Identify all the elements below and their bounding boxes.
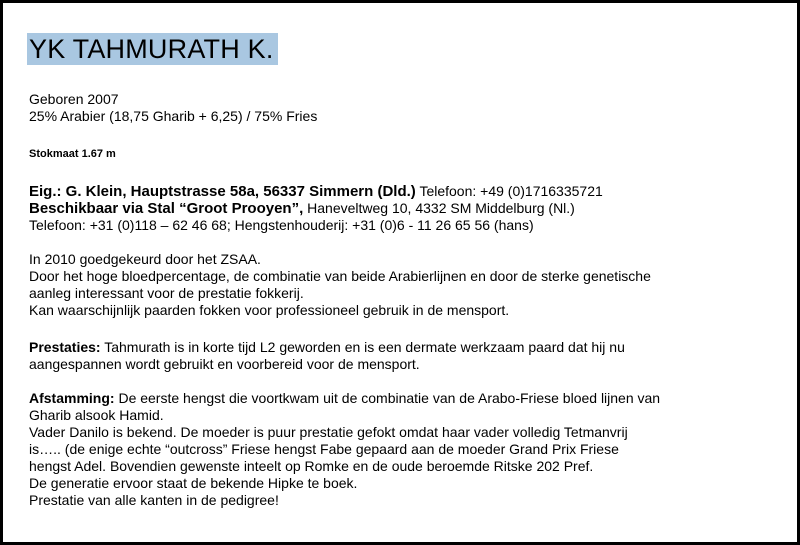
afstamming-line: hengst Adel. Bovendien gewenste inteelt op Romke en de oude beroemde Ritske 202 Pref. xyxy=(29,458,594,474)
birth-info xyxy=(29,91,317,125)
afstamming-line: Vader Danilo is bekend. De moeder is puur prestatie gefokt omdat haar vader volledig Tetmanvrij xyxy=(29,424,628,440)
intro-section xyxy=(29,251,651,319)
page-title: YK TAHMURATH K. xyxy=(27,33,278,65)
breed-line: 25% Arabier (18,75 Gharib + 6,25) / 75% Fries xyxy=(29,108,318,124)
afstamming-label: Afstamming: xyxy=(29,390,115,406)
afstamming-line: De generatie ervoor staat de bekende Hipke te boek. xyxy=(29,475,358,491)
afstamming-line: Gharib alsook Hamid. xyxy=(29,407,164,423)
prestaties-text: Tahmurath is in korte tijd L2 geworden en is een dermate werkzaam paard dat hij nu xyxy=(100,339,625,355)
afstamming-section xyxy=(29,390,660,509)
stokmaat-line: Stokmaat 1.67 m xyxy=(29,148,116,160)
stable-address: Haneveltweg 10, 4332 SM Middelburg (Nl.) xyxy=(303,200,575,216)
afstamming-line: Prestatie van alle kanten in de pedigree! xyxy=(29,492,279,508)
intro-line: aanleg interessant voor de prestatie fokkerij. xyxy=(29,285,304,301)
intro-line: In 2010 goedgekeurd door het ZSAA. xyxy=(29,251,261,267)
afstamming-text: De eerste hengst die voortkwam uit de combinatie van de Arabo-Friese bloed lijnen van xyxy=(114,390,661,406)
owner-phone: Telefoon: +49 (0)1716335721 xyxy=(415,183,603,199)
prestaties-section xyxy=(29,339,625,373)
stable-phone: Telefoon: +31 (0)118 – 62 46 68; Hengstenhouderij: +31 (0)6 - 11 26 65 56 (hans) xyxy=(29,217,534,233)
owner-info xyxy=(29,183,603,234)
stable-name: Beschikbaar via Stal “Groot Prooyen”, xyxy=(29,200,304,217)
intro-line: Kan waarschijnlijk paarden fokken voor professioneel gebruik in de mensport. xyxy=(29,302,510,318)
prestaties-label: Prestaties: xyxy=(29,339,101,355)
prestaties-text: aangespannen wordt gebruikt en voorbereid voor de mensport. xyxy=(29,356,420,372)
intro-line: Door het hoge bloedpercentage, de combinatie van beide Arabierlijnen en door de sterke genetische xyxy=(29,268,651,284)
owner-name: Eig.: G. Klein, Hauptstrasse 58a, 56337 Simmern (Dld.) xyxy=(29,183,416,200)
born-line: Geboren 2007 xyxy=(29,91,119,107)
afstamming-line: is….. (de enige echte “outcross” Friese hengst Fabe gepaard aan de moeder Grand Prix Friese xyxy=(29,441,619,457)
